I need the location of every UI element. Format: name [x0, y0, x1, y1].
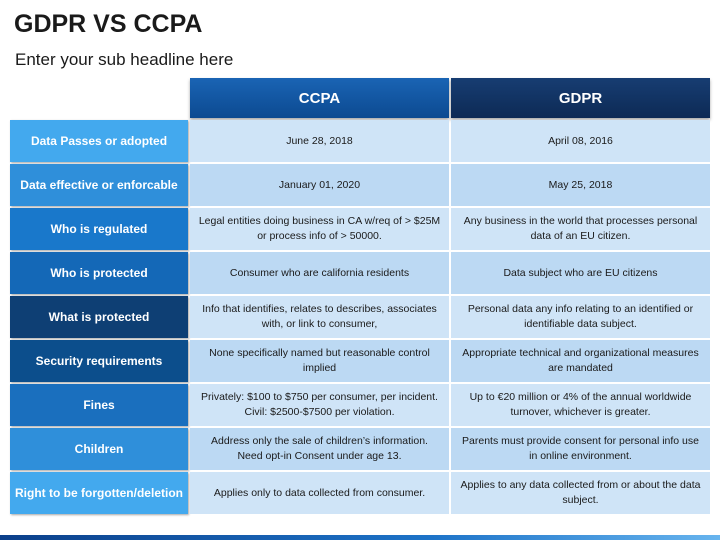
- table-row: [10, 472, 710, 514]
- row-label: Children: [10, 428, 188, 470]
- gdpr-cell: Up to €20 million or 4% of the annual worldwide turnover, whichever is greater.: [451, 384, 710, 426]
- row-label: Data Passes or adopted: [10, 120, 188, 162]
- ccpa-cell: Consumer who are california residents: [190, 252, 449, 294]
- ccpa-cell: Privately: $100 to $750 per consumer, per incident. Civil: $2500-$7500 per violation.: [190, 384, 449, 426]
- gdpr-cell: Personal data any info relating to an identified or identifiable data subject.: [451, 296, 710, 338]
- page-subtitle: Enter your sub headline here: [15, 50, 234, 69]
- ccpa-cell: Applies only to data collected from consumer.: [190, 472, 449, 514]
- table-row: [10, 252, 710, 294]
- table-row: [10, 296, 710, 338]
- table-row: [10, 428, 710, 470]
- gdpr-cell: Appropriate technical and organizational measures are mandated: [451, 340, 710, 382]
- column-header-ccpa: CCPA: [190, 78, 449, 118]
- table-row: [10, 384, 710, 426]
- ccpa-cell: Address only the sale of children’s information. Need opt-in Consent under age 13.: [190, 428, 449, 470]
- ccpa-cell: January 01, 2020: [190, 164, 449, 206]
- gdpr-cell: Parents must provide consent for personal info use in online environment.: [451, 428, 710, 470]
- row-label: Who is protected: [10, 252, 188, 294]
- ccpa-cell: June 28, 2018: [190, 120, 449, 162]
- gdpr-cell: April 08, 2016: [451, 120, 710, 162]
- gdpr-cell: May 25, 2018: [451, 164, 710, 206]
- row-label: Security requirements: [10, 340, 188, 382]
- table-row: [10, 164, 710, 206]
- row-label: Data effective or enforcable: [10, 164, 188, 206]
- table-row: [10, 208, 710, 250]
- table-row: [10, 120, 710, 162]
- row-label: Right to be forgotten/deletion: [10, 472, 188, 514]
- row-label: What is protected: [10, 296, 188, 338]
- column-header-gdpr: GDPR: [451, 78, 710, 118]
- page-title: GDPR VS CCPA: [14, 10, 203, 38]
- ccpa-cell: Legal entities doing business in CA w/req of > $25M or process info of > 50000.: [190, 208, 449, 250]
- row-label: Who is regulated: [10, 208, 188, 250]
- table-row: [10, 340, 710, 382]
- gdpr-cell: Applies to any data collected from or about the data subject.: [451, 472, 710, 514]
- comparison-table: [10, 120, 710, 516]
- ccpa-cell: Info that identifies, relates to describes, associates with, or link to consumer,: [190, 296, 449, 338]
- ccpa-cell: None specifically named but reasonable control implied: [190, 340, 449, 382]
- gdpr-cell: Any business in the world that processes personal data of an EU citizen.: [451, 208, 710, 250]
- footer-bar: [0, 535, 720, 540]
- gdpr-cell: Data subject who are EU citizens: [451, 252, 710, 294]
- row-label: Fines: [10, 384, 188, 426]
